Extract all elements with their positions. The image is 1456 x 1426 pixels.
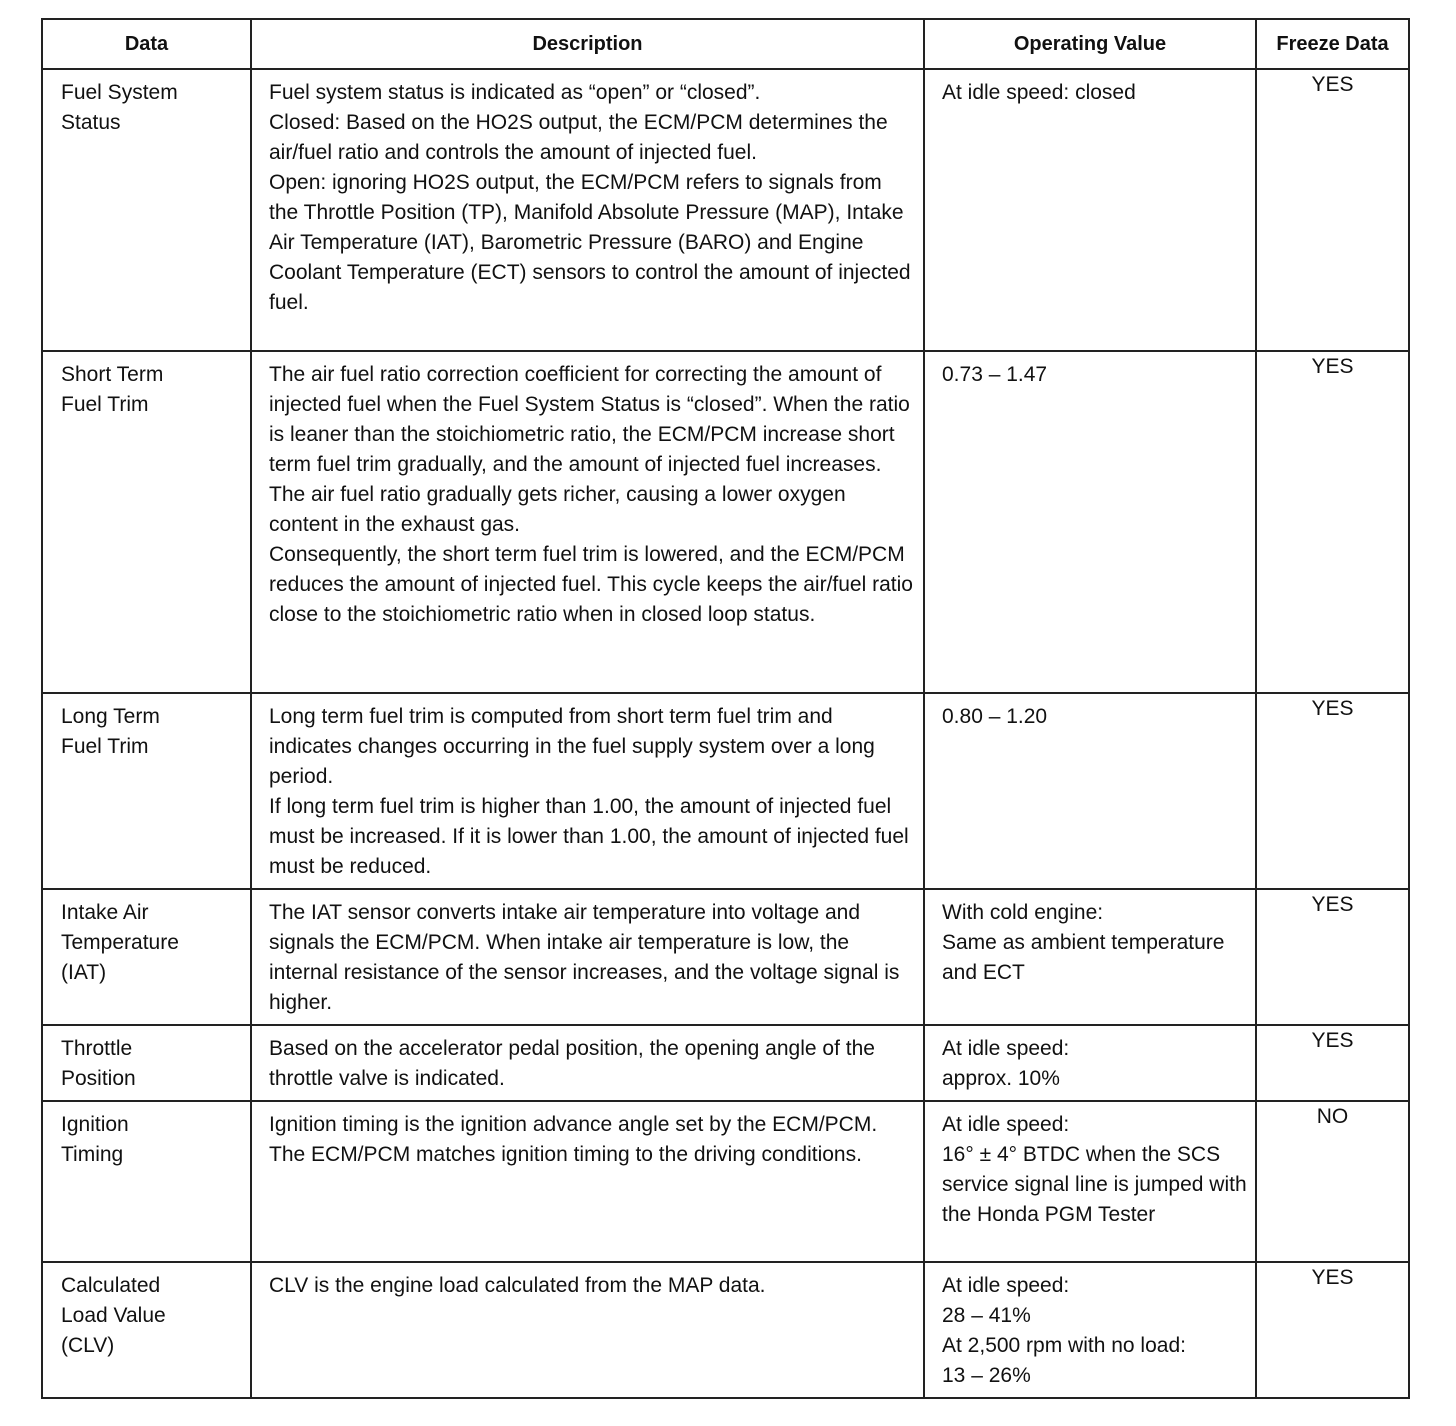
- operating-value-line: 13 – 26%: [942, 1364, 1031, 1387]
- operating-value-line: With cold engine:: [942, 901, 1104, 924]
- freeze-data-cell: YES: [1256, 889, 1409, 1025]
- data-label-line: (IAT): [61, 961, 107, 984]
- operating-value-line: 0.80 – 1.20: [942, 705, 1048, 728]
- data-label-line: Intake Air: [61, 901, 149, 924]
- description-paragraph: The air fuel ratio correction coefficient for correcting the amount of injected fuel when the Fuel System Status is “closed”. When the ratio is leaner than the stoichiometric ratio, the ECM/PCM increase short term fuel trim gradually, and the amount of injected fuel increases. The air fuel ratio gradually gets richer, causing a lower oxygen content in the exhaust gas.: [269, 363, 910, 536]
- description-paragraph: Open: ignoring HO2S output, the ECM/PCM refers to signals from the Throttle Position (TP), Manifold Absolute Pressure (MAP), Intake Air Temperature (IAT), Barometric Pressure (BARO) and Engine Coolant Temperature (ECT) sensors to control the amount of injected fuel.: [269, 171, 911, 314]
- freeze-data-cell: YES: [1256, 351, 1409, 693]
- header-freeze-data: Freeze Data: [1256, 19, 1409, 69]
- data-label-line: Temperature: [61, 931, 179, 954]
- description-paragraph: Consequently, the short term fuel trim is lowered, and the ECM/PCM reduces the amount of injected fuel. This cycle keeps the air/fuel ratio close to the stoichiometric ratio when in closed loop status.: [269, 543, 913, 626]
- operating-value-line: 0.73 – 1.47: [942, 363, 1048, 386]
- operating-value-cell: [924, 351, 1256, 693]
- data-cell: [42, 1025, 251, 1101]
- data-cell: [42, 693, 251, 889]
- data-label-line: Position: [61, 1067, 136, 1090]
- description-cell: [251, 1101, 924, 1262]
- operating-value-line: At idle speed:: [942, 1274, 1070, 1297]
- operating-value-line: Same as ambient temperature and ECT: [942, 931, 1225, 984]
- operating-value-cell: [924, 693, 1256, 889]
- data-label-line: Fuel Trim: [61, 735, 149, 758]
- operating-value-line: At idle speed:: [942, 1113, 1070, 1136]
- operating-value-cell: [924, 1025, 1256, 1101]
- data-cell: [42, 69, 251, 351]
- operating-value-cell: [924, 69, 1256, 351]
- data-label-line: Short Term: [61, 363, 164, 386]
- description-cell: [251, 1262, 924, 1398]
- description-cell: [251, 693, 924, 889]
- table-row: [42, 693, 1409, 889]
- description-paragraph: If long term fuel trim is higher than 1.00, the amount of injected fuel must be increased. If it is lower than 1.00, the amount of injected fuel must be reduced.: [269, 795, 909, 878]
- description-paragraph: Long term fuel trim is computed from short term fuel trim and indicates changes occurring in the fuel supply system over a long period.: [269, 705, 875, 788]
- freeze-data-cell: YES: [1256, 693, 1409, 889]
- freeze-data-table: [41, 18, 1410, 1399]
- data-cell: [42, 1262, 251, 1398]
- freeze-data-cell: YES: [1256, 69, 1409, 351]
- table-row: [42, 889, 1409, 1025]
- data-label-line: Calculated: [61, 1274, 161, 1297]
- table-row: [42, 1025, 1409, 1101]
- description-cell: [251, 351, 924, 693]
- data-label-line: Fuel System: [61, 81, 178, 104]
- operating-value-cell: [924, 1262, 1256, 1398]
- data-label-line: Ignition: [61, 1113, 129, 1136]
- description-paragraph: Closed: Based on the HO2S output, the ECM/PCM determines the air/fuel ratio and controls the amount of injected fuel.: [269, 111, 888, 164]
- data-label-line: Status: [61, 111, 121, 134]
- table-row: [42, 351, 1409, 693]
- table-row: [42, 1262, 1409, 1398]
- freeze-data-cell: NO: [1256, 1101, 1409, 1262]
- header-data: Data: [42, 19, 251, 69]
- freeze-data-cell: YES: [1256, 1025, 1409, 1101]
- description-paragraph: The IAT sensor converts intake air temperature into voltage and signals the ECM/PCM. When intake air temperature is low, the internal resistance of the sensor increases, and the voltage signal is higher.: [269, 901, 900, 1014]
- header-description: Description: [251, 19, 924, 69]
- operating-value-cell: [924, 889, 1256, 1025]
- description-paragraph: Fuel system status is indicated as “open” or “closed”.: [269, 81, 761, 104]
- operating-value-line: At idle speed:: [942, 1037, 1070, 1060]
- data-label-line: (CLV): [61, 1334, 115, 1357]
- description-cell: [251, 69, 924, 351]
- operating-value-line: approx. 10%: [942, 1067, 1060, 1090]
- data-label-line: Throttle: [61, 1037, 133, 1060]
- description-cell: [251, 889, 924, 1025]
- table-row: [42, 69, 1409, 351]
- operating-value-cell: [924, 1101, 1256, 1262]
- operating-value-line: At 2,500 rpm with no load:: [942, 1334, 1186, 1357]
- header-row: [42, 19, 1409, 69]
- data-cell: [42, 1101, 251, 1262]
- freeze-data-cell: YES: [1256, 1262, 1409, 1398]
- description-cell: [251, 1025, 924, 1101]
- data-label-line: Load Value: [61, 1304, 166, 1327]
- data-label-line: Timing: [61, 1143, 124, 1166]
- operating-value-line: 16° ± 4° BTDC when the SCS service signal line is jumped with the Honda PGM Tester: [942, 1143, 1247, 1226]
- description-paragraph: Based on the accelerator pedal position, the opening angle of the throttle valve is indicated.: [269, 1037, 875, 1090]
- operating-value-line: At idle speed: closed: [942, 81, 1136, 104]
- description-paragraph: Ignition timing is the ignition advance angle set by the ECM/PCM. The ECM/PCM matches ignition timing to the driving conditions.: [269, 1113, 878, 1166]
- data-cell: [42, 889, 251, 1025]
- data-label-line: Long Term: [61, 705, 160, 728]
- operating-value-line: 28 – 41%: [942, 1304, 1031, 1327]
- header-operating-value: Operating Value: [924, 19, 1256, 69]
- data-label-line: Fuel Trim: [61, 393, 149, 416]
- description-paragraph: CLV is the engine load calculated from the MAP data.: [269, 1274, 766, 1297]
- table-row: [42, 1101, 1409, 1262]
- data-cell: [42, 351, 251, 693]
